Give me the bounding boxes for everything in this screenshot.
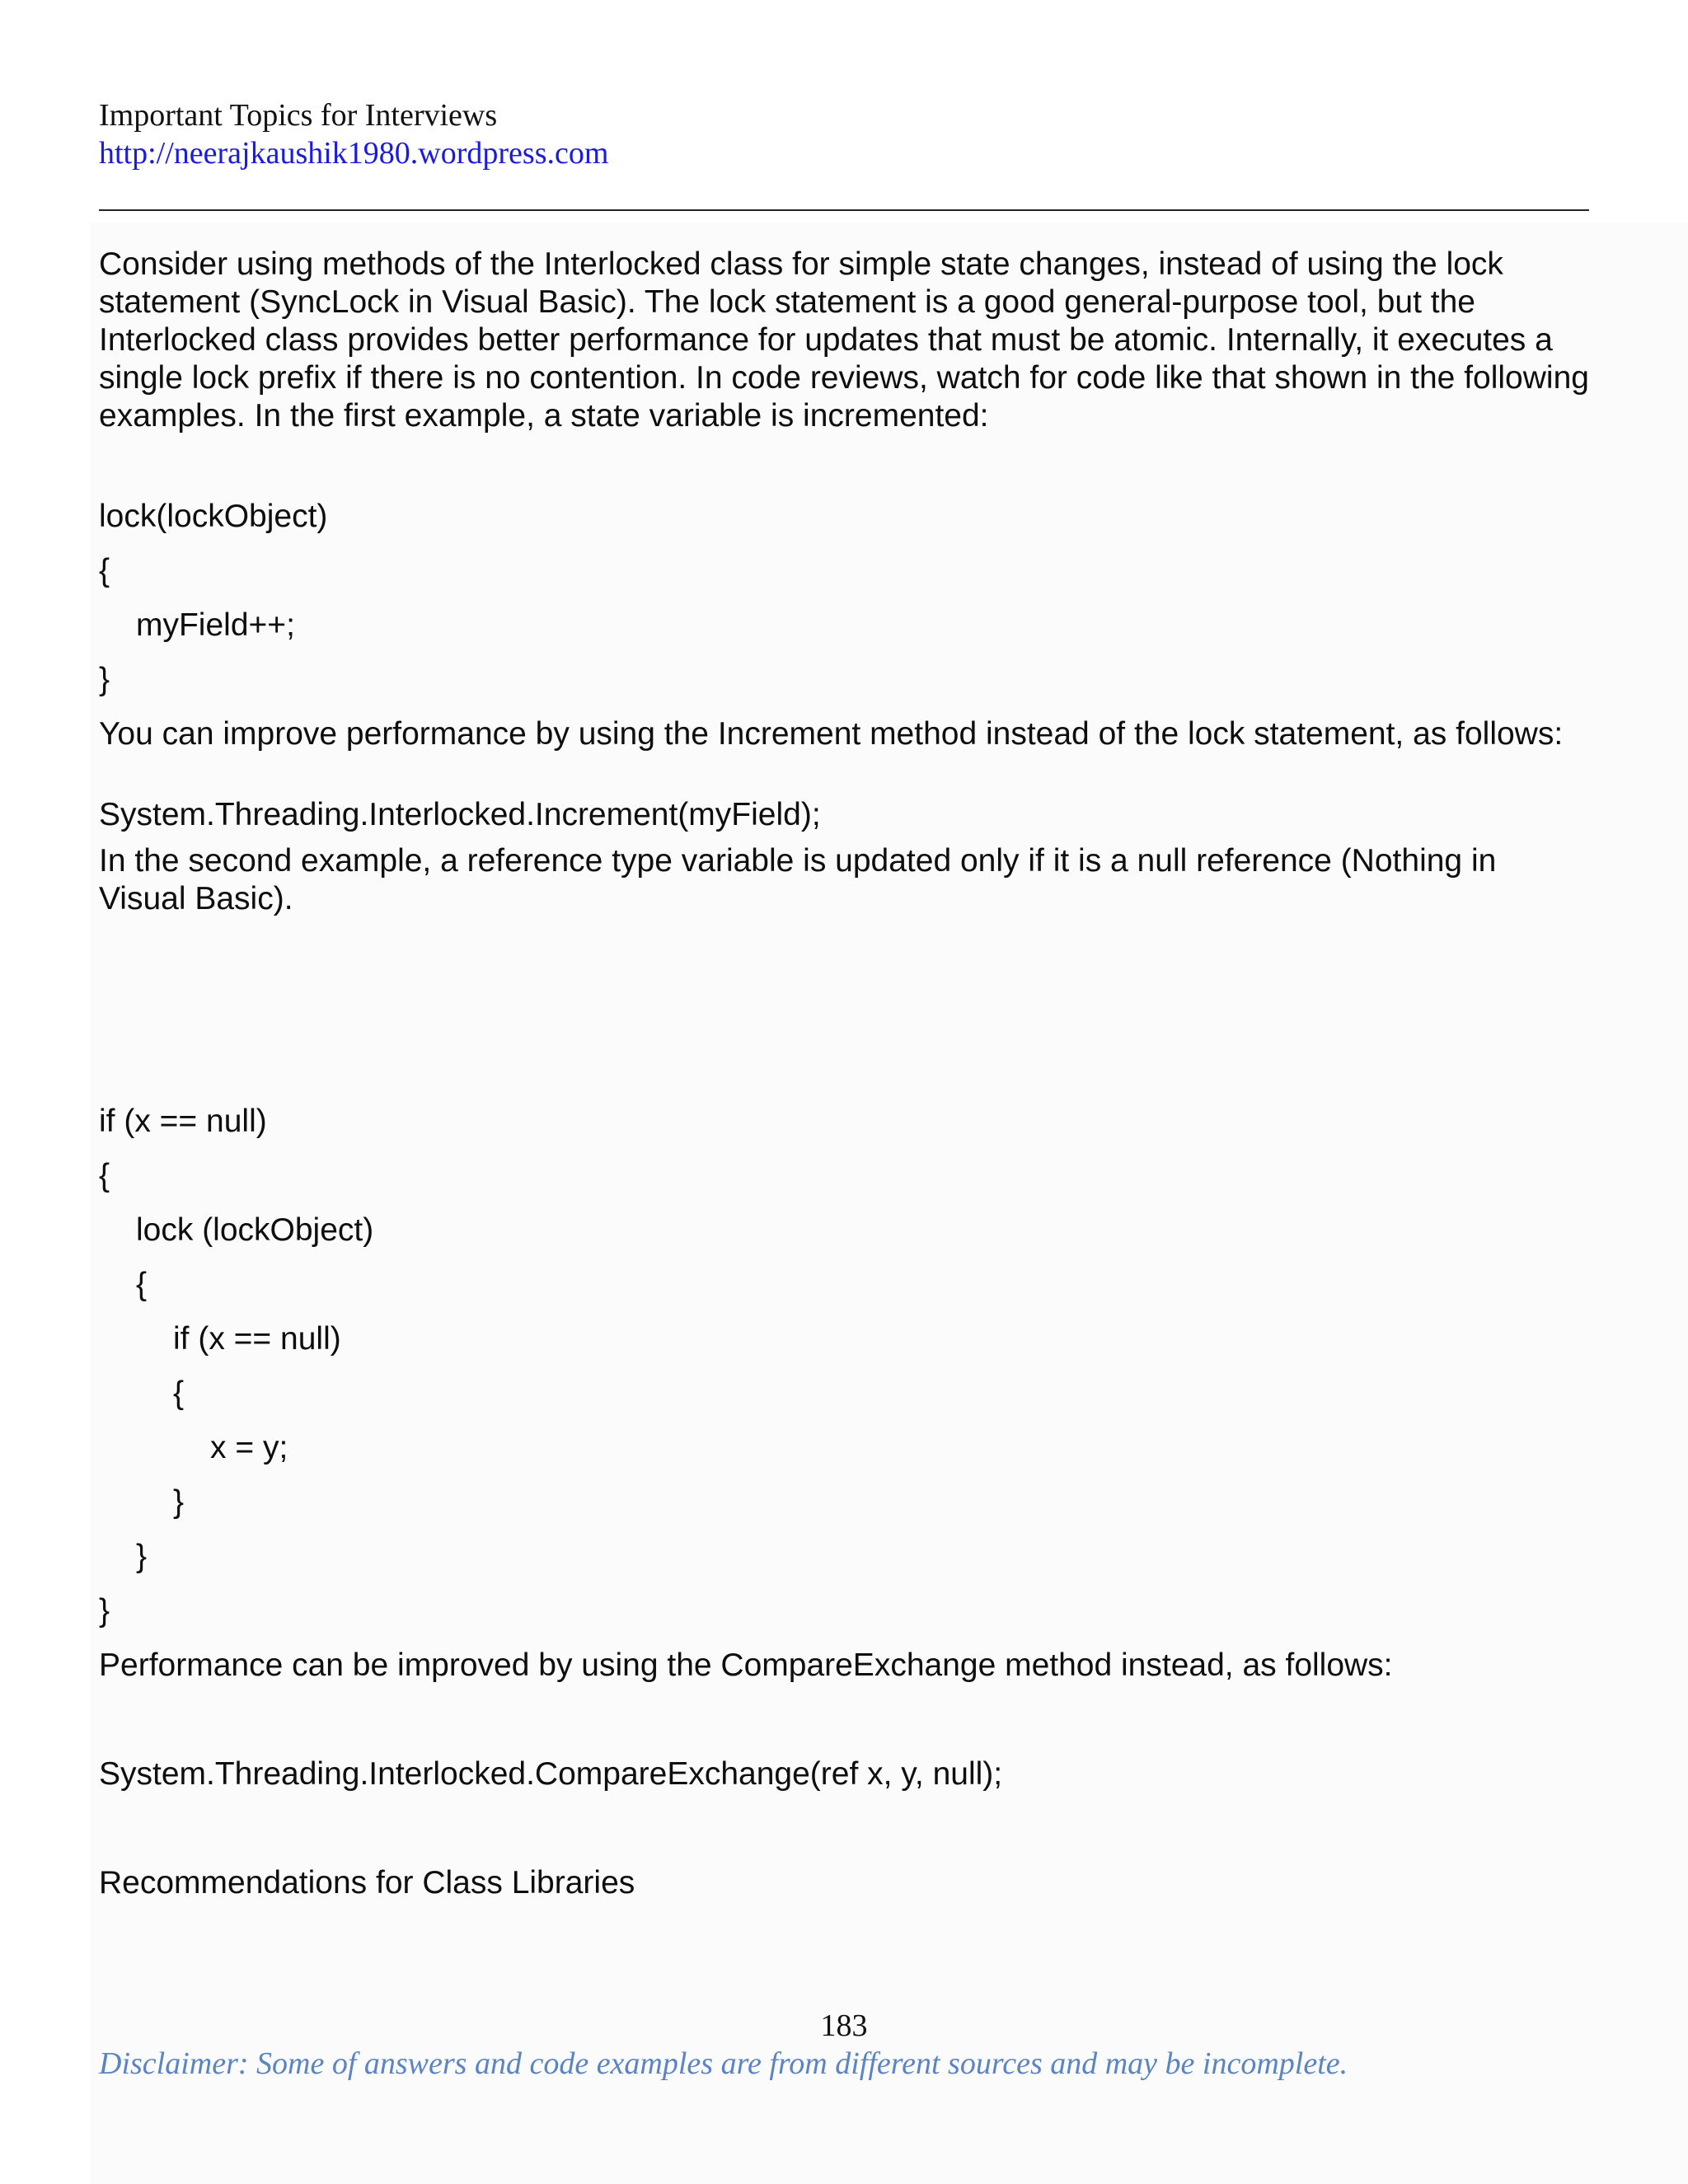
header-divider <box>99 209 1589 211</box>
header-link[interactable]: http://neerajkaushik1980.wordpress.com <box>99 136 609 171</box>
spacer <box>99 1802 1589 1856</box>
code-line-increment: System.Threading.Interlocked.Increment(myField); <box>99 797 821 832</box>
spacer <box>99 753 1589 788</box>
spacer <box>99 918 1589 1094</box>
code-line: { <box>99 1158 110 1193</box>
page-content <box>99 246 1589 1910</box>
code-line: lock(lockObject) <box>99 499 328 534</box>
code-line-compare-exchange: System.Threading.Interlocked.CompareExchange(ref x, y, null); <box>99 1756 1003 1792</box>
code-line: { <box>99 553 110 588</box>
header-title: Important Topics for Interviews <box>99 98 498 133</box>
paragraph-increment-method: You can improve performance by using the Increment method instead of the lock statement, as follows: <box>99 716 1564 752</box>
code-line: { <box>136 1267 148 1302</box>
page-number: 183 <box>820 2008 868 2043</box>
code-block-lock-increment <box>99 490 1589 707</box>
code-line: if (x == null) <box>99 1104 267 1139</box>
paragraph-second-example: In the second example, a reference type variable is updated only if it is a null reference (Nothing in Visual Basic). <box>99 843 1497 916</box>
section-heading: Recommendations for Class Libraries <box>99 1865 635 1900</box>
code-line: } <box>99 662 110 697</box>
code-line: { <box>173 1376 185 1411</box>
footer-disclaimer: Disclaimer: Some of answers and code examples are from different sources and may be incomplete. <box>99 2046 1348 2081</box>
code-block-null-check <box>99 1094 1589 1638</box>
paragraph-compare-exchange: Performance can be improved by using the CompareExchange method instead, as follows: <box>99 1647 1393 1683</box>
paragraph-interlocked-intro: Consider using methods of the Interlocked class for simple state changes, instead of using the lock statement (SyncLock in Visual Basic). The lock statement is a good general-purpose tool, but the Interlocked class provides better performance for updates that must be atomic. Internally, it executes a single lock prefix if there is no contention. In code reviews, watch for code like that shown in the following examples. In the first example, a state variable is incremented: <box>99 246 1589 434</box>
spacer <box>99 435 1589 490</box>
code-line: } <box>136 1539 148 1574</box>
code-line: myField++; <box>136 607 295 643</box>
code-line: lock (lockObject) <box>136 1212 374 1248</box>
code-line: } <box>99 1593 110 1629</box>
code-line: } <box>173 1484 185 1520</box>
code-line: x = y; <box>210 1430 288 1465</box>
code-line: if (x == null) <box>173 1321 341 1357</box>
spacer <box>99 1693 1589 1747</box>
